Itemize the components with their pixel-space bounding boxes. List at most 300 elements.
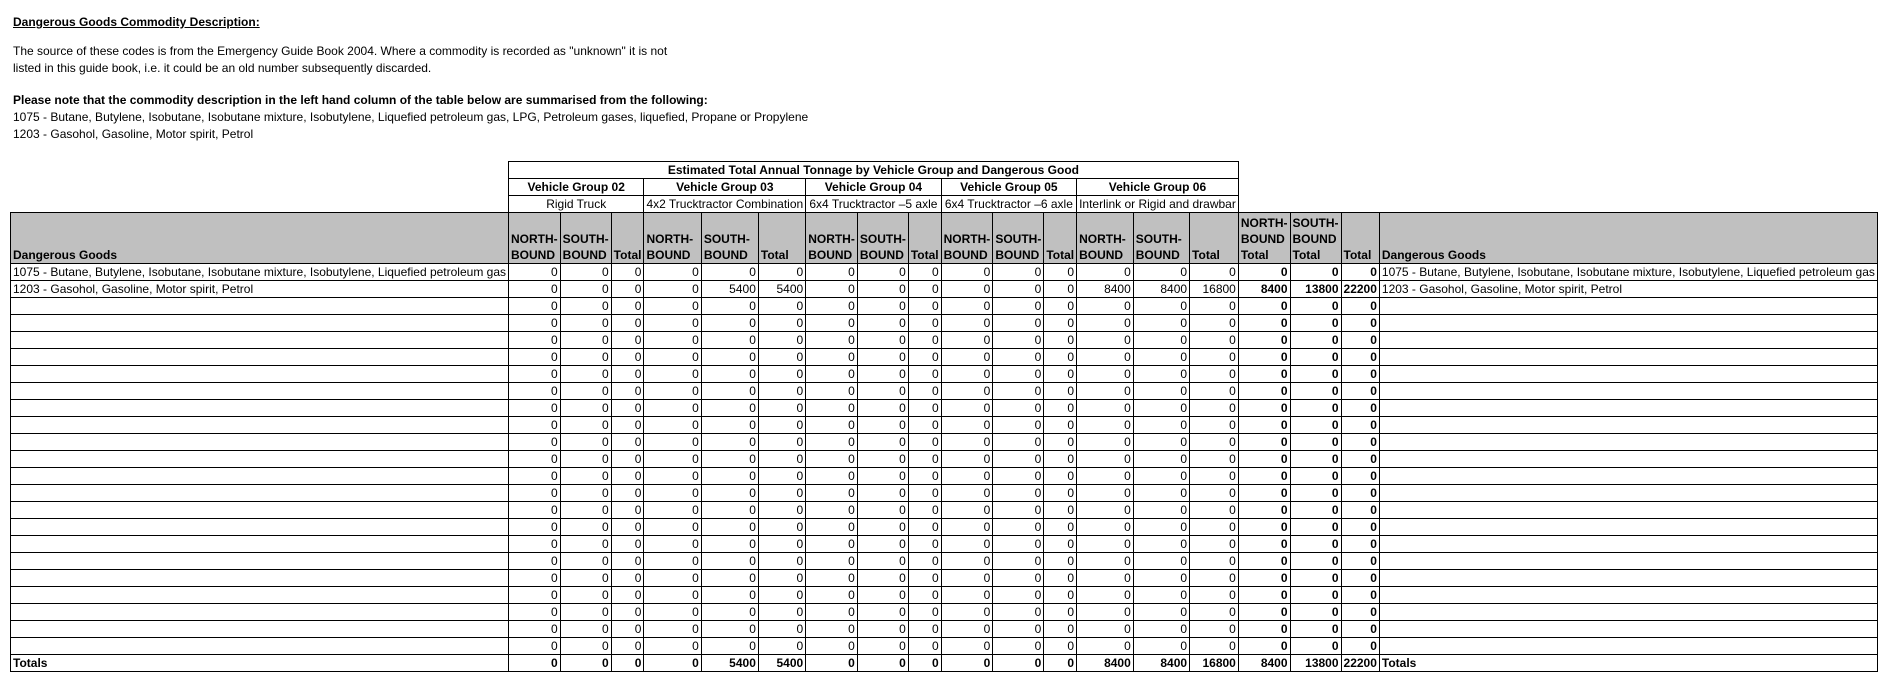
value-cell: 0	[941, 655, 993, 672]
value-cell: 0	[560, 349, 611, 366]
value-cell: 0	[758, 570, 805, 587]
value-cell: 0	[611, 519, 644, 536]
value-cell: 0	[908, 655, 941, 672]
value-cell: 0	[993, 655, 1044, 672]
value-cell: 0	[806, 485, 858, 502]
value-cell: 8400	[1238, 655, 1290, 672]
value-cell: 0	[1044, 638, 1077, 655]
value-cell: 0	[941, 281, 993, 298]
value-cell: 0	[1341, 264, 1379, 281]
value-cell: 0	[908, 315, 941, 332]
value-cell: 0	[1238, 485, 1290, 502]
table-row	[11, 332, 1878, 349]
value-cell: 0	[1077, 298, 1134, 315]
value-cell: 0	[993, 451, 1044, 468]
goods-cell-right	[1379, 417, 1877, 434]
value-cell: 0	[1133, 366, 1189, 383]
value-cell: 0	[644, 298, 701, 315]
table-row	[11, 366, 1878, 383]
goods-cell	[11, 519, 509, 536]
value-cell: 0	[758, 349, 805, 366]
value-cell: 0	[611, 298, 644, 315]
table-title: Estimated Total Annual Tonnage by Vehicle Group and Dangerous Good	[509, 162, 1239, 179]
value-cell: 0	[857, 502, 908, 519]
group-04-desc: 6x4 Trucktractor –5 axle	[806, 196, 941, 213]
value-cell: 0	[908, 519, 941, 536]
value-cell: 0	[1077, 417, 1134, 434]
value-cell: 0	[701, 485, 758, 502]
value-cell: 16800	[1190, 655, 1239, 672]
value-cell: 0	[1077, 400, 1134, 417]
value-cell: 0	[1044, 434, 1077, 451]
value-cell: 0	[1190, 587, 1239, 604]
value-cell: 0	[1290, 536, 1341, 553]
intro-source-line-1: The source of these codes is from the Emergency Guide Book 2004. Where a commodity is recorded as "unknown" it is not	[13, 44, 668, 58]
value-cell: 0	[644, 315, 701, 332]
value-cell: 0	[611, 417, 644, 434]
value-cell: 0	[806, 281, 858, 298]
value-cell: 0	[806, 349, 858, 366]
col-header-south: SOUTH-BOUND	[560, 213, 611, 264]
value-cell: 0	[758, 536, 805, 553]
value-cell: 0	[908, 621, 941, 638]
value-cell: 0	[509, 553, 561, 570]
value-cell: 0	[560, 553, 611, 570]
value-cell: 0	[1133, 332, 1189, 349]
value-cell: 0	[1290, 349, 1341, 366]
value-cell: 0	[758, 553, 805, 570]
value-cell: 0	[1133, 417, 1189, 434]
col-header-south: SOUTH-BOUND	[993, 213, 1044, 264]
value-cell: 0	[509, 485, 561, 502]
value-cell: 0	[806, 655, 858, 672]
value-cell: 0	[1133, 587, 1189, 604]
value-cell: 0	[509, 417, 561, 434]
value-cell: 0	[644, 485, 701, 502]
value-cell: 0	[560, 655, 611, 672]
value-cell: 0	[509, 281, 561, 298]
value-cell: 0	[1341, 485, 1379, 502]
value-cell: 0	[941, 298, 993, 315]
value-cell: 0	[611, 349, 644, 366]
value-cell: 0	[758, 417, 805, 434]
group-02-name: Vehicle Group 02	[509, 179, 644, 196]
value-cell: 0	[908, 502, 941, 519]
value-cell: 0	[908, 553, 941, 570]
value-cell: 0	[560, 366, 611, 383]
value-cell: 0	[1044, 519, 1077, 536]
value-cell: 0	[908, 485, 941, 502]
value-cell: 0	[611, 553, 644, 570]
value-cell: 0	[758, 298, 805, 315]
value-cell: 0	[644, 383, 701, 400]
value-cell: 0	[701, 502, 758, 519]
value-cell: 0	[1190, 485, 1239, 502]
value-cell: 0	[941, 536, 993, 553]
value-cell: 0	[1044, 570, 1077, 587]
value-cell: 8400	[1133, 655, 1189, 672]
value-cell: 0	[857, 298, 908, 315]
table-row	[11, 604, 1878, 621]
value-cell: 0	[509, 315, 561, 332]
value-cell: 0	[560, 383, 611, 400]
value-cell: 0	[1044, 281, 1077, 298]
group-03-name: Vehicle Group 03	[644, 179, 806, 196]
value-cell: 0	[1341, 315, 1379, 332]
value-cell: 0	[758, 485, 805, 502]
value-cell: 8400	[1077, 655, 1134, 672]
value-cell: 0	[993, 332, 1044, 349]
value-cell: 0	[1238, 519, 1290, 536]
value-cell: 0	[1077, 315, 1134, 332]
value-cell: 0	[560, 519, 611, 536]
value-cell: 0	[509, 383, 561, 400]
value-cell: 0	[509, 349, 561, 366]
value-cell: 0	[644, 434, 701, 451]
value-cell: 0	[1044, 417, 1077, 434]
value-cell: 0	[1190, 502, 1239, 519]
table-row	[11, 400, 1878, 417]
value-cell: 0	[509, 536, 561, 553]
value-cell: 0	[1238, 400, 1290, 417]
value-cell: 0	[1077, 570, 1134, 587]
col-header-total: Total	[1044, 213, 1077, 264]
value-cell: 0	[1044, 604, 1077, 621]
table-row	[11, 621, 1878, 638]
value-cell: 0	[1341, 332, 1379, 349]
goods-cell	[11, 468, 509, 485]
value-cell: 0	[1290, 383, 1341, 400]
value-cell: 0	[1341, 587, 1379, 604]
value-cell: 0	[857, 349, 908, 366]
value-cell: 0	[611, 621, 644, 638]
value-cell: 0	[1190, 638, 1239, 655]
value-cell: 0	[1077, 332, 1134, 349]
value-cell: 0	[908, 570, 941, 587]
value-cell: 0	[806, 400, 858, 417]
value-cell: 0	[611, 332, 644, 349]
intro-code-1075: 1075 - Butane, Butylene, Isobutane, Isobutane mixture, Isobutylene, Liquefied petroleum gas, LPG, Petroleum gases, liquefied, Propane or Propylene	[13, 110, 809, 124]
col-header-north: NORTH-BOUND	[644, 213, 701, 264]
value-cell: 0	[701, 366, 758, 383]
goods-cell-right	[1379, 570, 1877, 587]
value-cell: 0	[644, 621, 701, 638]
value-cell: 0	[1190, 604, 1239, 621]
value-cell: 0	[1044, 298, 1077, 315]
value-cell: 0	[611, 604, 644, 621]
value-cell: 0	[857, 383, 908, 400]
table-row	[11, 349, 1878, 366]
value-cell: 0	[644, 349, 701, 366]
value-cell: 0	[941, 604, 993, 621]
value-cell: 0	[1238, 604, 1290, 621]
value-cell: 0	[509, 604, 561, 621]
value-cell: 0	[560, 315, 611, 332]
value-cell: 0	[701, 468, 758, 485]
tonnage-sheet	[10, 161, 1878, 672]
value-cell: 0	[1044, 366, 1077, 383]
value-cell: 0	[993, 417, 1044, 434]
col-header-total: Total	[1190, 213, 1239, 264]
value-cell: 0	[857, 553, 908, 570]
value-cell: 0	[758, 400, 805, 417]
intro-section	[13, 14, 1113, 143]
value-cell: 0	[993, 383, 1044, 400]
value-cell: 0	[1077, 451, 1134, 468]
value-cell: 0	[611, 587, 644, 604]
col-header-total: Total	[758, 213, 805, 264]
value-cell: 0	[806, 264, 858, 281]
value-cell: 0	[1290, 417, 1341, 434]
value-cell: 0	[1238, 638, 1290, 655]
value-cell: 0	[509, 502, 561, 519]
value-cell: 0	[644, 502, 701, 519]
value-cell: 0	[644, 638, 701, 655]
intro-source-line-2: listed in this guide book, i.e. it could be an old number subsequently discarded.	[13, 61, 432, 75]
value-cell: 0	[1133, 468, 1189, 485]
value-cell: 0	[908, 366, 941, 383]
value-cell: 0	[1044, 553, 1077, 570]
value-cell: 0	[1290, 366, 1341, 383]
value-cell: 0	[993, 468, 1044, 485]
value-cell: 0	[1077, 468, 1134, 485]
value-cell: 0	[1290, 604, 1341, 621]
value-cell: 0	[908, 349, 941, 366]
value-cell: 0	[560, 298, 611, 315]
value-cell: 0	[644, 553, 701, 570]
value-cell: 0	[1341, 298, 1379, 315]
value-cell: 5400	[758, 281, 805, 298]
value-cell: 0	[1077, 264, 1134, 281]
value-cell: 0	[908, 468, 941, 485]
value-cell: 0	[806, 553, 858, 570]
value-cell: 0	[509, 468, 561, 485]
value-cell: 0	[1238, 621, 1290, 638]
table-row	[11, 383, 1878, 400]
value-cell: 0	[908, 264, 941, 281]
value-cell: 22200	[1341, 655, 1379, 672]
value-cell: 0	[560, 281, 611, 298]
group-05-desc: 6x4 Trucktractor –6 axle	[941, 196, 1076, 213]
value-cell: 5400	[701, 281, 758, 298]
value-cell: 0	[1290, 502, 1341, 519]
value-cell: 0	[611, 366, 644, 383]
value-cell: 0	[701, 264, 758, 281]
value-cell: 0	[560, 264, 611, 281]
value-cell: 0	[941, 349, 993, 366]
value-cell: 0	[857, 519, 908, 536]
group-05-name: Vehicle Group 05	[941, 179, 1076, 196]
value-cell: 0	[993, 502, 1044, 519]
goods-cell-right	[1379, 349, 1877, 366]
value-cell: 0	[1044, 400, 1077, 417]
value-cell: 0	[1190, 383, 1239, 400]
value-cell: 8400	[1238, 281, 1290, 298]
value-cell: 0	[611, 655, 644, 672]
value-cell: 0	[941, 468, 993, 485]
value-cell: 0	[806, 366, 858, 383]
goods-cell-right	[1379, 468, 1877, 485]
goods-cell-right	[1379, 383, 1877, 400]
value-cell: 0	[941, 383, 993, 400]
value-cell: 0	[908, 298, 941, 315]
value-cell: 0	[611, 400, 644, 417]
value-cell: 0	[941, 332, 993, 349]
value-cell: 0	[993, 281, 1044, 298]
column-header-row	[11, 213, 1878, 264]
value-cell: 0	[1077, 519, 1134, 536]
table-row	[11, 298, 1878, 315]
value-cell: 0	[758, 502, 805, 519]
value-cell: 0	[857, 536, 908, 553]
goods-cell	[11, 502, 509, 519]
value-cell: 0	[1133, 349, 1189, 366]
value-cell: 0	[1290, 621, 1341, 638]
value-cell: 0	[509, 519, 561, 536]
goods-cell	[11, 400, 509, 417]
value-cell: 0	[1341, 536, 1379, 553]
col-header-grand-total: Total	[1341, 213, 1379, 264]
value-cell: 0	[758, 315, 805, 332]
value-cell: 0	[758, 621, 805, 638]
value-cell: 0	[1341, 553, 1379, 570]
value-cell: 0	[1077, 553, 1134, 570]
value-cell: 0	[806, 638, 858, 655]
col-header-total: Total	[611, 213, 644, 264]
value-cell: 0	[701, 298, 758, 315]
value-cell: 0	[644, 468, 701, 485]
goods-cell-right: 1203 - Gasohol, Gasoline, Motor spirit, Petrol	[1379, 281, 1877, 298]
value-cell: 0	[941, 638, 993, 655]
value-cell: 0	[1341, 400, 1379, 417]
value-cell: 0	[560, 417, 611, 434]
value-cell: 0	[1190, 298, 1239, 315]
value-cell: 0	[857, 451, 908, 468]
goods-cell	[11, 417, 509, 434]
value-cell: 0	[1044, 451, 1077, 468]
value-cell: 0	[560, 587, 611, 604]
value-cell: 0	[1190, 315, 1239, 332]
value-cell: 0	[1341, 621, 1379, 638]
value-cell: 0	[941, 502, 993, 519]
group-06-name: Vehicle Group 06	[1077, 179, 1239, 196]
value-cell: 0	[1341, 434, 1379, 451]
value-cell: 0	[1290, 553, 1341, 570]
value-cell: 0	[758, 264, 805, 281]
intro-code-1203: 1203 - Gasohol, Gasoline, Motor spirit, Petrol	[13, 127, 254, 141]
value-cell: 0	[701, 604, 758, 621]
totals-label: Totals	[11, 655, 509, 672]
value-cell: 0	[1077, 434, 1134, 451]
value-cell: 0	[1238, 315, 1290, 332]
value-cell: 0	[857, 655, 908, 672]
goods-cell	[11, 604, 509, 621]
value-cell: 0	[1133, 485, 1189, 502]
value-cell: 0	[806, 570, 858, 587]
value-cell: 0	[857, 264, 908, 281]
value-cell: 0	[806, 604, 858, 621]
value-cell: 0	[1290, 451, 1341, 468]
totals-label-right: Totals	[1379, 655, 1877, 672]
col-header-south-total: SOUTH-BOUND Total	[1290, 213, 1341, 264]
value-cell: 0	[1238, 417, 1290, 434]
value-cell: 0	[1133, 264, 1189, 281]
value-cell: 0	[806, 434, 858, 451]
value-cell: 0	[701, 587, 758, 604]
value-cell: 0	[806, 587, 858, 604]
value-cell: 0	[560, 570, 611, 587]
value-cell: 0	[908, 451, 941, 468]
value-cell: 0	[1290, 638, 1341, 655]
value-cell: 0	[1341, 383, 1379, 400]
value-cell: 0	[1077, 349, 1134, 366]
value-cell: 0	[758, 366, 805, 383]
value-cell: 0	[1190, 264, 1239, 281]
value-cell: 0	[1077, 536, 1134, 553]
value-cell: 0	[1044, 383, 1077, 400]
value-cell: 0	[701, 638, 758, 655]
value-cell: 0	[701, 519, 758, 536]
value-cell: 0	[701, 434, 758, 451]
table-row	[11, 553, 1878, 570]
col-header-goods: Dangerous Goods	[11, 213, 509, 264]
table-row	[11, 264, 1878, 281]
value-cell: 0	[1044, 349, 1077, 366]
value-cell: 0	[1341, 417, 1379, 434]
value-cell: 0	[701, 553, 758, 570]
totals-row	[11, 655, 1878, 672]
value-cell: 0	[1077, 604, 1134, 621]
value-cell: 0	[701, 383, 758, 400]
value-cell: 0	[701, 570, 758, 587]
group-02-desc: Rigid Truck	[509, 196, 644, 213]
goods-cell-right	[1379, 400, 1877, 417]
value-cell: 0	[1238, 451, 1290, 468]
value-cell: 0	[611, 638, 644, 655]
value-cell: 0	[1077, 485, 1134, 502]
table-row	[11, 434, 1878, 451]
goods-cell-right	[1379, 451, 1877, 468]
value-cell: 0	[1133, 553, 1189, 570]
value-cell: 0	[1341, 451, 1379, 468]
value-cell: 0	[857, 400, 908, 417]
value-cell: 0	[644, 281, 701, 298]
goods-cell-right	[1379, 315, 1877, 332]
value-cell: 0	[509, 638, 561, 655]
goods-cell-right	[1379, 485, 1877, 502]
value-cell: 0	[1290, 485, 1341, 502]
value-cell: 0	[1341, 604, 1379, 621]
value-cell: 13800	[1290, 655, 1341, 672]
value-cell: 0	[941, 587, 993, 604]
table-row	[11, 468, 1878, 485]
table-row	[11, 451, 1878, 468]
goods-cell: 1203 - Gasohol, Gasoline, Motor spirit, Petrol	[11, 281, 509, 298]
table-row	[11, 417, 1878, 434]
value-cell: 0	[611, 315, 644, 332]
value-cell: 22200	[1341, 281, 1379, 298]
value-cell: 0	[1238, 468, 1290, 485]
value-cell: 13800	[1290, 281, 1341, 298]
value-cell: 0	[611, 570, 644, 587]
value-cell: 0	[857, 332, 908, 349]
value-cell: 0	[1341, 638, 1379, 655]
value-cell: 0	[908, 638, 941, 655]
group-04-name: Vehicle Group 04	[806, 179, 941, 196]
value-cell: 0	[806, 536, 858, 553]
value-cell: 0	[1190, 400, 1239, 417]
value-cell: 0	[560, 621, 611, 638]
